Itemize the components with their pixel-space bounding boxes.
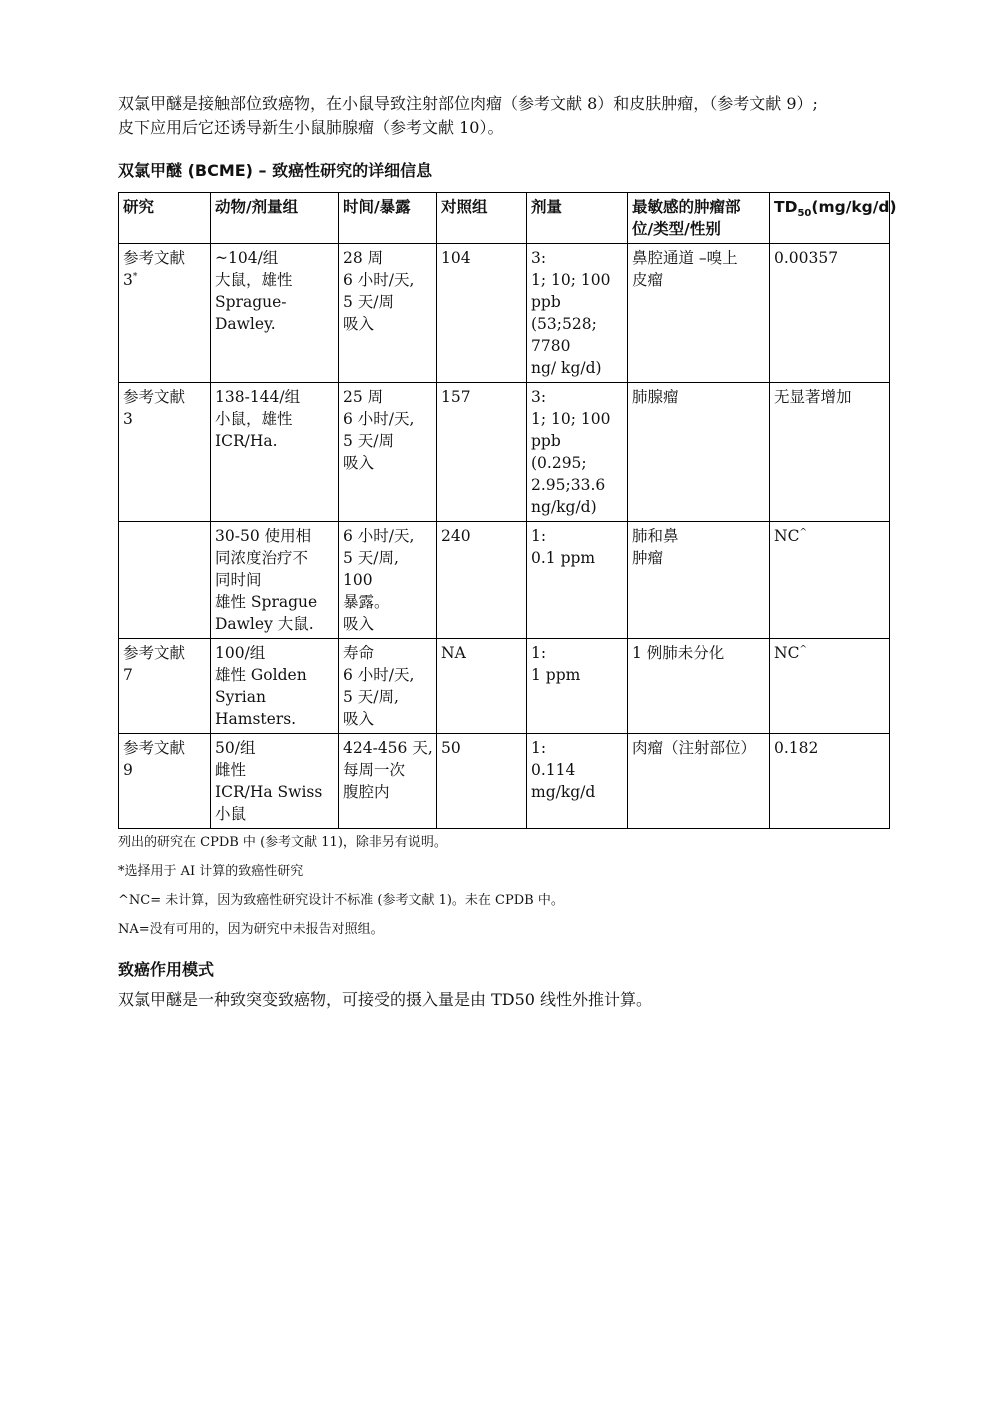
- tumor-site-cell: [628, 244, 770, 383]
- table-row: [119, 522, 890, 639]
- study-cell-line: 3: [123, 410, 133, 428]
- footnotes: [118, 834, 888, 939]
- study-cell-line: 参考文献: [123, 388, 186, 406]
- control-cell-value: 104: [441, 249, 471, 267]
- table-row: [119, 244, 890, 383]
- header-td50: [770, 193, 897, 244]
- intro-paragraph: [118, 92, 888, 140]
- dose-cell-line: (0.295;: [531, 454, 587, 472]
- animal-cell-line: Sprague-: [215, 293, 287, 311]
- td50-cell-value: 无显著增加: [774, 388, 852, 406]
- tumor-site-cell-line: 1 例肺未分化: [632, 644, 725, 662]
- animal-cell-line: Syrian: [215, 688, 266, 706]
- dose-cell-line: ng/ kg/d): [531, 359, 602, 377]
- time-cell-line: 每周一次: [343, 761, 406, 779]
- header-td50-suffix: (mg/kg/d): [811, 198, 897, 216]
- dose-cell-line: 1:: [531, 739, 547, 757]
- dose-cell-line: 1 ppm: [531, 666, 581, 684]
- animal-cell-line: ~104/组: [215, 249, 279, 267]
- time-cell-line: 寿命: [343, 644, 375, 662]
- td50-cell: [770, 244, 890, 383]
- dose-cell: [527, 383, 628, 522]
- dose-cell: [527, 639, 628, 734]
- control-cell: [437, 734, 527, 829]
- study-cell: [119, 639, 211, 734]
- td50-cell-value: NC: [774, 644, 800, 662]
- td50-cell-value: NC: [774, 527, 800, 545]
- study-cell: [119, 734, 211, 829]
- animal-cell-line: 雌性: [215, 761, 247, 779]
- time-cell-line: 6 小时/天,: [343, 271, 415, 289]
- time-cell: [339, 244, 437, 383]
- dose-cell-line: 1; 10; 100: [531, 271, 611, 289]
- time-cell-line: 5 天/周: [343, 432, 395, 450]
- dose-cell-line: ng/kg/d): [531, 498, 597, 516]
- tumor-site-cell: [628, 734, 770, 829]
- dose-cell-line: 1; 10; 100: [531, 410, 611, 428]
- study-cell-line: 参考文献: [123, 644, 186, 662]
- time-cell: [339, 383, 437, 522]
- animal-cell: [211, 383, 339, 522]
- time-cell: [339, 522, 437, 639]
- dose-cell-line: 0.1 ppm: [531, 549, 596, 567]
- tumor-site-cell: [628, 639, 770, 734]
- dose-cell: [527, 244, 628, 383]
- animal-cell: [211, 244, 339, 383]
- time-cell-line: 5 天/周,: [343, 688, 399, 706]
- animal-cell-line: 100/组: [215, 644, 266, 662]
- intro-line-1: 双氯甲醚是接触部位致癌物，在小鼠导致注射部位肉瘤（参考文献 8）和皮肤肿瘤，（参考文献 9）;: [118, 94, 818, 113]
- animal-cell: [211, 734, 339, 829]
- time-cell-line: 吸入: [343, 615, 375, 633]
- td50-cell: [770, 522, 890, 639]
- time-cell: [339, 734, 437, 829]
- tumor-site-cell-line: 肺和鼻: [632, 527, 679, 545]
- tumor-site-cell-line: 肺腺瘤: [632, 388, 679, 406]
- study-cell-line: 7: [123, 666, 133, 684]
- time-cell: [339, 639, 437, 734]
- animal-cell-line: Dawley.: [215, 315, 276, 333]
- section-body: 双氯甲醚是一种致突变致癌物，可接受的摄入量是由 TD50 线性外推计算。: [118, 990, 653, 1009]
- header-tumor-site: [628, 193, 770, 244]
- footnote: 列出的研究在 CPDB 中 (参考文献 11)，除非另有说明。: [118, 835, 447, 850]
- dose-cell: [527, 522, 628, 639]
- table-title: 双氯甲醚 (BCME) – 致癌性研究的详细信息: [118, 161, 433, 180]
- study-cell-line: 参考文献: [123, 249, 186, 267]
- section-title: 致癌作用模式: [118, 960, 215, 979]
- table-row: [119, 383, 890, 522]
- header-study: 研究: [119, 193, 211, 244]
- header-td50-subscript: 50: [797, 208, 812, 220]
- header-td50-prefix: TD: [774, 198, 798, 216]
- animal-cell-line: 雄性 Golden: [215, 666, 307, 684]
- animal-cell-line: 雄性 Sprague: [215, 593, 318, 611]
- header-tumor-site-line-1: 最敏感的肿瘤部: [632, 198, 741, 216]
- footnote: *选择用于 AI 计算的致癌性研究: [118, 864, 304, 879]
- control-cell-value: NA: [441, 644, 466, 662]
- dose-cell-line: 1:: [531, 644, 547, 662]
- td50-cell: [770, 639, 890, 734]
- study-cell-line: 9: [123, 761, 133, 779]
- table-header-row: [119, 193, 890, 244]
- animal-cell-line: 30-50 使用相: [215, 527, 312, 545]
- time-cell-line: 100: [343, 571, 373, 589]
- study-cell: [119, 244, 211, 383]
- tumor-site-cell-line: 皮瘤: [632, 271, 664, 289]
- time-cell-line: 暴露。: [343, 593, 390, 611]
- study-cell: [119, 383, 211, 522]
- animal-cell: [211, 522, 339, 639]
- dose-cell-line: 3:: [531, 249, 547, 267]
- td50-cell-mark: ^: [799, 527, 807, 538]
- time-cell-line: 吸入: [343, 315, 375, 333]
- study-cell-line: 3: [123, 271, 133, 289]
- table-row: [119, 734, 890, 829]
- time-cell-line: 5 天/周: [343, 293, 395, 311]
- dose-cell: [527, 734, 628, 829]
- dose-cell-line: ppb: [531, 293, 561, 311]
- animal-cell-line: 50/组: [215, 739, 256, 757]
- control-cell-value: 240: [441, 527, 471, 545]
- dose-cell-line: 2.95;33.6: [531, 476, 606, 494]
- animal-cell-line: ICR/Ha.: [215, 432, 278, 450]
- header-dose: 剂量: [527, 193, 628, 244]
- tumor-site-cell-line: 肿瘤: [632, 549, 664, 567]
- dose-cell-line: 7780: [531, 337, 571, 355]
- study-cell-mark: *: [132, 271, 138, 282]
- time-cell-line: 25 周: [343, 388, 384, 406]
- control-cell: [437, 244, 527, 383]
- animal-cell: [211, 639, 339, 734]
- tumor-site-cell: [628, 522, 770, 639]
- animal-cell-line: Hamsters.: [215, 710, 297, 728]
- tumor-site-cell-line: 鼻腔通道 –嗅上: [632, 249, 738, 267]
- time-cell-line: 吸入: [343, 710, 375, 728]
- header-animal-dose-group: 动物/剂量组: [211, 193, 339, 244]
- td50-cell: [770, 383, 890, 522]
- td50-cell: [770, 734, 890, 829]
- animal-cell-line: 小鼠，雄性: [215, 410, 293, 428]
- header-control-group: 对照组: [437, 193, 527, 244]
- dose-cell-line: 3:: [531, 388, 547, 406]
- table-body: [119, 244, 890, 829]
- dose-cell-line: ppb: [531, 432, 561, 450]
- time-cell-line: 424-456 天,: [343, 739, 433, 757]
- table-row: [119, 639, 890, 734]
- footnote: ^NC= 未计算，因为致癌性研究设计不标准 (参考文献 1)。未在 CPDB 中。: [118, 893, 564, 908]
- control-cell: [437, 522, 527, 639]
- header-tumor-site-line-2: 位/类型/性别: [632, 220, 721, 238]
- time-cell-line: 腹腔内: [343, 783, 390, 801]
- dose-cell-line: 1:: [531, 527, 547, 545]
- dose-cell-line: mg/kg/d: [531, 783, 596, 801]
- dose-cell-line: 0.114: [531, 761, 576, 779]
- header-time-exposure: 时间/暴露: [339, 193, 437, 244]
- study-cell-line: 参考文献: [123, 739, 186, 757]
- animal-cell-line: 同浓度治疗不: [215, 549, 309, 567]
- carcinogenicity-table: [118, 192, 897, 829]
- study-cell: [119, 522, 211, 639]
- control-cell-value: 157: [441, 388, 471, 406]
- control-cell: [437, 383, 527, 522]
- time-cell-line: 5 天/周,: [343, 549, 399, 567]
- control-cell: [437, 639, 527, 734]
- footnote: NA=没有可用的，因为研究中未报告对照组。: [118, 922, 384, 937]
- td50-cell-mark: ^: [799, 644, 807, 655]
- tumor-site-cell-line: 肉瘤（注射部位）: [632, 739, 757, 757]
- time-cell-line: 吸入: [343, 454, 375, 472]
- time-cell-line: 28 周: [343, 249, 384, 267]
- animal-cell-line: 同时间: [215, 571, 262, 589]
- animal-cell-line: Dawley 大鼠.: [215, 615, 314, 633]
- time-cell-line: 6 小时/天,: [343, 527, 415, 545]
- dose-cell-line: (53;528;: [531, 315, 597, 333]
- animal-cell-line: 小鼠: [215, 805, 247, 823]
- time-cell-line: 6 小时/天,: [343, 666, 415, 684]
- time-cell-line: 6 小时/天,: [343, 410, 415, 428]
- animal-cell-line: 大鼠，雄性: [215, 271, 293, 289]
- td50-cell-value: 0.00357: [774, 249, 839, 267]
- intro-line-2: 皮下应用后它还诱导新生小鼠肺腺瘤（参考文献 10）。: [118, 118, 504, 137]
- animal-cell-line: 138-144/组: [215, 388, 301, 406]
- control-cell-value: 50: [441, 739, 461, 757]
- td50-cell-value: 0.182: [774, 739, 819, 757]
- document-page: [118, 92, 897, 1012]
- tumor-site-cell: [628, 383, 770, 522]
- animal-cell-line: ICR/Ha Swiss: [215, 783, 323, 801]
